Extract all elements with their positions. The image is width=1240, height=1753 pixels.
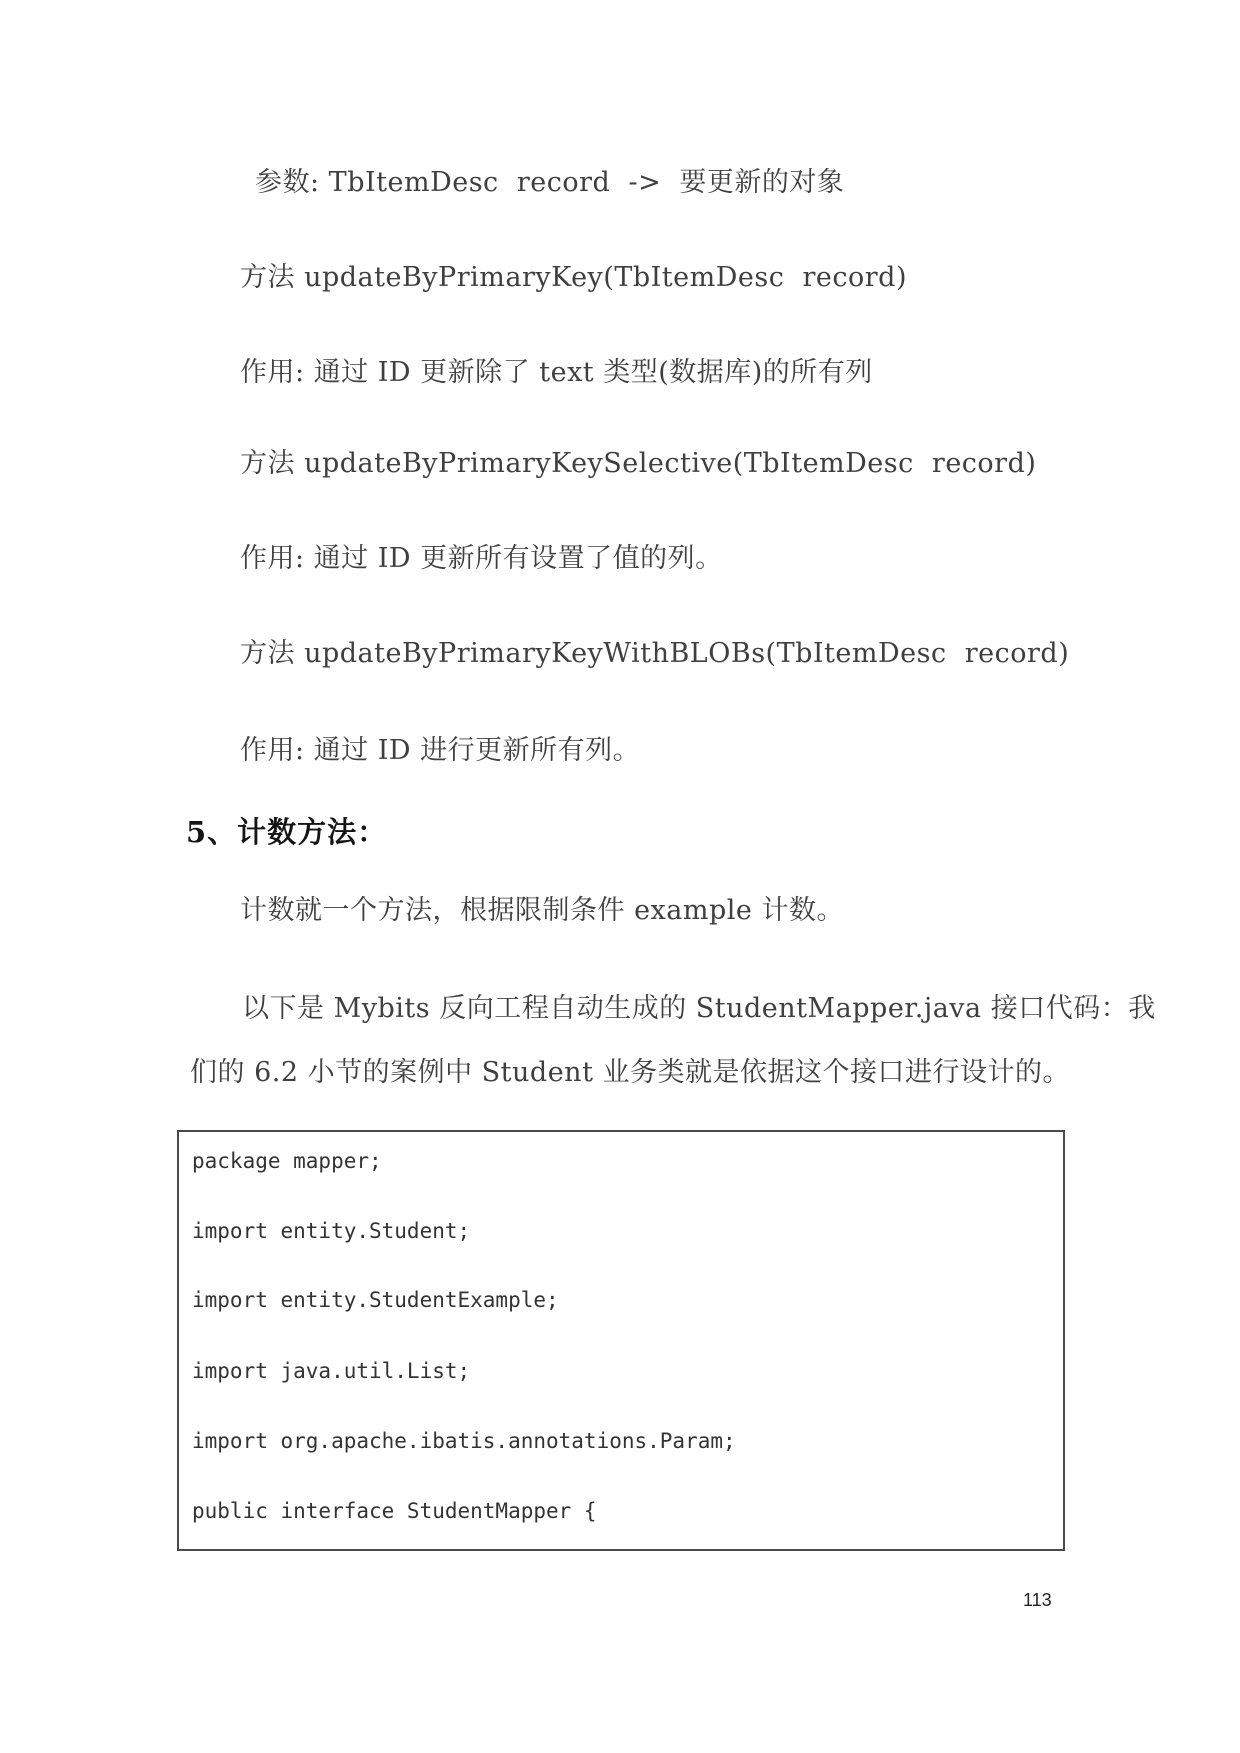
code-line: import org.apache.ibatis.annotations.Param;: [192, 1429, 736, 1453]
code-line: package mapper;: [192, 1149, 382, 1173]
code-line: import java.util.List;: [192, 1359, 471, 1383]
paragraph-line: 方法 updateByPrimaryKey(TbItemDesc record): [240, 262, 907, 293]
paragraph-line: 方法 updateByPrimaryKeySelective(TbItemDesc record): [240, 448, 1037, 479]
paragraph-line: 参数: TbItemDesc record -> 要更新的对象: [255, 167, 845, 198]
paragraph-line: 以下是 Mybits 反向工程自动生成的 StudentMapper.java 接口代码：我: [242, 993, 1156, 1024]
paragraph-line: 方法 updateByPrimaryKeyWithBLOBs(TbItemDesc record): [240, 638, 1070, 669]
paragraph-line: 计数就一个方法，根据限制条件 example 计数。: [240, 895, 844, 926]
code-line: import entity.StudentExample;: [192, 1288, 559, 1312]
code-block: [177, 1130, 1065, 1551]
page-number: 113: [1023, 1590, 1052, 1610]
section-heading: 5、计数方法：: [186, 815, 388, 849]
code-line: import entity.Student;: [192, 1219, 471, 1243]
paragraph-line: 作用: 通过 ID 更新所有设置了值的列。: [240, 543, 723, 574]
paragraph-line: 作用: 通过 ID 更新除了 text 类型(数据库)的所有列: [240, 357, 873, 388]
paragraph-line: 们的 6.2 小节的案例中 Student 业务类就是依据这个接口进行设计的。: [190, 1057, 1071, 1088]
code-line: public interface StudentMapper {: [192, 1499, 597, 1523]
paragraph-line: 作用: 通过 ID 进行更新所有列。: [240, 735, 641, 766]
